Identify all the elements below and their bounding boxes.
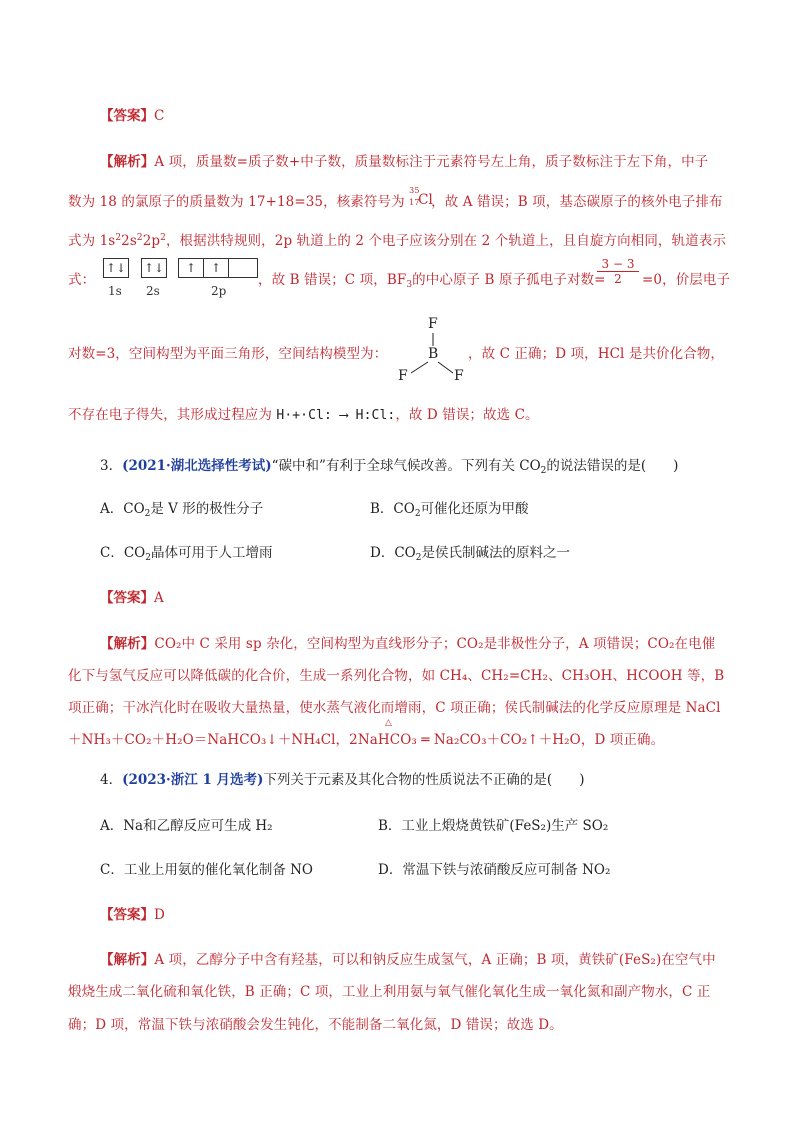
analysis-text: CO₂中 C 采用 sp 杂化，空间构型为直线形分子；CO₂是非极性分子，A 项错误；CO₂在电催 bbox=[154, 636, 716, 652]
answer-label: 【答案】 bbox=[100, 108, 154, 124]
analysis-text: 式为 1s bbox=[68, 233, 116, 249]
answer-line-q2 bbox=[100, 104, 164, 124]
subscript: 3 bbox=[406, 280, 413, 290]
analysis-line bbox=[68, 728, 664, 748]
question-text: “碳中和”有利于全球气候改善。下列有关 CO bbox=[271, 458, 541, 474]
option-a[interactable]: A．Na和乙醇反应可生成 H₂ bbox=[100, 818, 273, 834]
option-d[interactable] bbox=[370, 541, 570, 563]
fluorine-atom: F bbox=[428, 316, 438, 332]
atomic-number: 17 bbox=[409, 198, 420, 207]
option-text: A．CO bbox=[100, 501, 145, 517]
analysis-line bbox=[100, 632, 715, 652]
analysis-line bbox=[68, 229, 726, 249]
analysis-text: A 项，乙醇分子中含有羟基，可以和钠反应生成氢气，A 正确；B 项，黄铁矿(FeS₂)在空气中 bbox=[154, 952, 716, 968]
analysis-text: ，故 C 正确；D 项，HCl 是共价化合物， bbox=[468, 346, 725, 362]
electron: ↑ bbox=[204, 259, 229, 277]
option-c[interactable]: C．工业上用氨的催化氧化制备 NO bbox=[100, 862, 314, 878]
analysis-line bbox=[68, 403, 539, 423]
analysis-line: 确；D 项，常温下铁与浓硝酸会发生钝化，不能制备二氧化氮，D 错误；故选 D。 bbox=[68, 1017, 563, 1033]
bf3-structure bbox=[395, 316, 467, 386]
question-number: 3． bbox=[100, 458, 123, 474]
fluorine-atom: F bbox=[454, 368, 464, 384]
analysis-text: =0，价层电子 bbox=[642, 272, 731, 288]
subscript: 2 bbox=[415, 553, 422, 563]
analysis-text: 的中心原子 B 原子孤电子对数= bbox=[412, 272, 606, 288]
superscript: 2 bbox=[136, 233, 143, 243]
formation-formula: H·+·Cl: ⟶ H:Cl: bbox=[276, 408, 396, 423]
analysis-line: 煅烧生成二氧化硫和氧化铁，B 正确；C 项，工业上利用氨与氧气催化氧化生成一氧化氮和副产物水，C 正 bbox=[68, 984, 711, 1000]
fraction bbox=[597, 257, 639, 286]
analysis-text: ，故 B 错误；C 项，BF bbox=[258, 272, 407, 288]
analysis-text: A 项，质量数=质子数+中子数，质量数标注于元素符号左上角，质子数标注于左下角，中子 bbox=[154, 154, 709, 170]
option-text: 晶体可用于人工增雨 bbox=[150, 545, 273, 561]
question-3-stem bbox=[100, 454, 678, 476]
analysis-line bbox=[68, 186, 723, 210]
electron: ↑ bbox=[179, 259, 204, 277]
analysis-line bbox=[100, 948, 716, 968]
option-text: C．CO bbox=[100, 545, 146, 561]
question-source: (2021·湖北选择性考试) bbox=[122, 458, 272, 474]
electron bbox=[229, 259, 253, 277]
analysis-line bbox=[258, 268, 606, 290]
superscript: 2 bbox=[160, 233, 166, 243]
answer-label: 【答案】 bbox=[100, 590, 154, 606]
analysis-line bbox=[68, 342, 387, 362]
answer-value: C bbox=[154, 108, 165, 124]
analysis-line: 化下与氢气反应可以降低碳的化合价，生成一系列化合物，如 CH₄、CH₂=CH₂、CH₃OH、HCOOH 等，B bbox=[68, 668, 725, 684]
fluorine-atom: F bbox=[398, 368, 408, 384]
nuclide-symbol bbox=[409, 186, 433, 208]
analysis-line bbox=[642, 268, 730, 288]
option-b[interactable]: B．工业上煅烧黄铁矿(FeS₂)生产 SO₂ bbox=[378, 818, 609, 834]
analysis-text: ，根据洪特规则，2p 轨道上的 2 个电子应该分别在 2 个轨道上，且自旋方向相同，轨道表示 bbox=[165, 233, 726, 249]
option-text: 是 V 形的极性分子 bbox=[150, 501, 264, 517]
option-text: D．CO bbox=[370, 545, 416, 561]
option-text: B．CO bbox=[370, 501, 415, 517]
analysis-line bbox=[468, 342, 724, 362]
subscript: 2 bbox=[414, 509, 421, 519]
electron-pair: ↑↓ bbox=[105, 261, 127, 275]
analysis-text: 2p bbox=[142, 233, 161, 249]
answer-value: D bbox=[154, 907, 165, 923]
analysis-text: ＋NH₃＋CO₂＋H₂O＝NaHCO₃↓＋NH₄Cl，2NaHCO₃ ═ Na₂CO₃＋CO₂↑＋H₂O，D 项正确。 bbox=[68, 732, 665, 748]
subscript: 2 bbox=[540, 466, 547, 476]
analysis-line bbox=[68, 268, 95, 288]
question-4-stem bbox=[100, 768, 584, 788]
analysis-text: 不存在电子得失，其形成过程应为 bbox=[68, 407, 272, 423]
question-number: 4． bbox=[100, 772, 123, 788]
subscript: 2 bbox=[144, 509, 151, 519]
question-source: (2023·浙江 1 月选考) bbox=[122, 772, 264, 788]
analysis-text: ，故 D 错误；故选 C。 bbox=[395, 407, 539, 423]
orbital-label-1s: 1s bbox=[108, 284, 122, 298]
option-d[interactable]: D．常温下铁与浓硝酸反应可制备 NO₂ bbox=[378, 862, 611, 878]
analysis-line: 项正确；干冰汽化时在吸收大量热量，使水蒸气液化而增雨，C 项正确；侯氏制碱法的化学反应原理是 NaCl bbox=[68, 700, 721, 716]
element-symbol: Cl bbox=[418, 192, 433, 208]
analysis-label: 【解析】 bbox=[100, 952, 155, 968]
analysis-text: ，故 A 错误；B 项，基态碳原子的核外电子排布 bbox=[431, 194, 723, 210]
answer-line-q4 bbox=[100, 903, 165, 923]
fraction-numerator: 3 − 3 bbox=[597, 257, 639, 272]
superscript: 2 bbox=[115, 233, 122, 243]
option-text: 是侯氏制碱法的原料之一 bbox=[421, 545, 570, 561]
orbital-box-2s bbox=[141, 258, 167, 278]
electron-pair: ↑↓ bbox=[143, 261, 165, 275]
fraction-denominator: 2 bbox=[614, 272, 622, 286]
question-text: 的说法错误的是( ) bbox=[546, 458, 679, 474]
answer-line-q3 bbox=[100, 586, 164, 606]
analysis-text: 2s bbox=[121, 233, 137, 249]
option-text: 可催化还原为甲酸 bbox=[420, 501, 529, 517]
mass-number: 35 bbox=[409, 186, 420, 195]
option-b[interactable] bbox=[370, 497, 529, 519]
answer-label: 【答案】 bbox=[100, 907, 154, 923]
heat-symbol: △ bbox=[385, 718, 392, 728]
analysis-text: 数为 18 的氯原子的质量数为 17+18=35，核素符号为 bbox=[68, 194, 405, 210]
analysis-text: 式： bbox=[68, 272, 96, 288]
analysis-line bbox=[100, 150, 708, 170]
analysis-label: 【解析】 bbox=[100, 154, 155, 170]
orbital-label-2s: 2s bbox=[146, 284, 160, 298]
subscript: 2 bbox=[145, 553, 151, 563]
option-a[interactable] bbox=[100, 497, 263, 519]
analysis-label: 【解析】 bbox=[100, 636, 155, 652]
option-c[interactable] bbox=[100, 541, 272, 563]
orbital-label-2p: 2p bbox=[211, 284, 227, 298]
orbital-box-1s bbox=[103, 258, 129, 278]
question-text: 下列关于元素及其化合物的性质说法不正确的是( ) bbox=[263, 772, 585, 788]
orbital-box-2p bbox=[178, 258, 258, 278]
answer-value: A bbox=[154, 590, 164, 606]
analysis-text: 对数=3，空间构型为平面三角形，空间结构模型为： bbox=[68, 346, 388, 362]
boron-atom: B bbox=[428, 346, 439, 362]
